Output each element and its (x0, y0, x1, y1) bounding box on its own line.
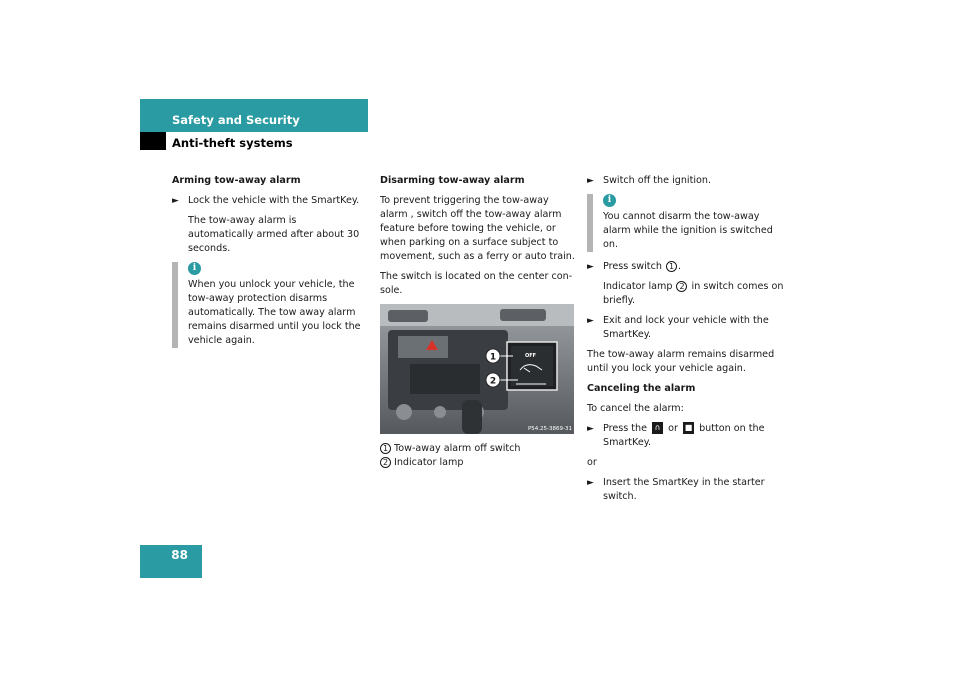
caption-number: 1 (380, 443, 391, 454)
list-item (587, 422, 787, 450)
inline-number: 1 (666, 261, 677, 272)
bullet-text: or (665, 423, 682, 434)
caption-2 (380, 456, 576, 470)
info-icon: i (188, 262, 201, 275)
info-note (172, 262, 362, 348)
paragraph: The switch is located on the center con-sole. (380, 271, 573, 296)
column-2 (380, 174, 576, 470)
bullet-text: . (677, 261, 682, 272)
heading-canceling: Canceling the alarm (587, 383, 696, 394)
result-text (587, 280, 787, 308)
caption-number: 2 (380, 457, 391, 468)
bullet-text: button on the SmartKey. (603, 423, 765, 448)
callout-1: 1 (489, 352, 497, 363)
subsection-title: Anti-theft systems (172, 136, 293, 150)
inline-number: 2 (676, 281, 687, 292)
triangle-right-icon: ► (587, 478, 594, 488)
caption-text: Tow-away alarm off switch (394, 443, 521, 454)
list-item (587, 314, 787, 342)
bullet-text: Switch off the ignition. (603, 175, 712, 186)
note-text: When you unlock your vehicle, the tow-away protection disarms automatically. The tow away alarm remains disarmed until you lock the vehicle again. (188, 279, 361, 346)
heading-arming: Arming tow-away alarm (172, 175, 301, 186)
result-text-part: Indicator lamp (603, 281, 676, 292)
heading-disarming: Disarming tow-away alarm (380, 175, 525, 186)
bullet-text: Insert the SmartKey in the starter switch. (603, 477, 765, 502)
info-note (587, 194, 787, 252)
or-text: or (587, 457, 597, 468)
list-item (172, 194, 362, 208)
triangle-right-icon: ► (587, 424, 594, 434)
paragraph: To cancel the alarm: (587, 403, 684, 414)
bullet-text: Lock the vehicle with the SmartKey. (188, 195, 360, 206)
photo-reference: P54.25-3869-31 (527, 426, 572, 432)
console-illustration (380, 304, 574, 434)
lock-key-icon: ■ (684, 423, 693, 432)
info-icon: i (603, 194, 616, 207)
center-console-photo (380, 304, 574, 434)
triangle-right-icon: ► (587, 262, 594, 272)
triangle-right-icon: ► (587, 176, 594, 186)
page-number: 88 (171, 548, 188, 562)
caption-1 (380, 442, 576, 456)
list-item (587, 260, 787, 274)
result-text-part: in switch comes on briefly. (603, 281, 784, 306)
column-1 (172, 174, 362, 356)
paragraph: To prevent triggering the tow-away alarm , switch off the tow-away alarm feature before towing the vehicle, or when parking on a surface subject to movement, such as a ferry or auto train. (380, 195, 575, 262)
unlock-key-icon: ∩ (652, 422, 663, 434)
subsection-marker (140, 132, 166, 150)
result-text: The tow-away alarm is automatically armed after about 30 seconds. (188, 215, 360, 254)
bullet-text: Press the (603, 423, 651, 434)
callout-2: 2 (489, 376, 497, 387)
note-text: You cannot disarm the tow-away alarm while the ignition is switched on. (603, 211, 773, 250)
list-item (587, 174, 787, 188)
bullet-text: Press switch (603, 261, 665, 272)
list-item (587, 476, 787, 504)
column-3 (587, 174, 787, 510)
caption-text: Indicator lamp (394, 457, 464, 468)
note-bar (172, 262, 178, 348)
triangle-right-icon: ► (172, 196, 179, 206)
switch-off-label: OFF (525, 353, 537, 359)
paragraph: The tow-away alarm remains disarmed until you lock your vehicle again. (587, 349, 775, 374)
note-bar (587, 194, 593, 252)
section-title: Safety and Security (172, 113, 300, 127)
bullet-text: Exit and lock your vehicle with the SmartKey. (603, 315, 769, 340)
triangle-right-icon: ► (587, 316, 594, 326)
